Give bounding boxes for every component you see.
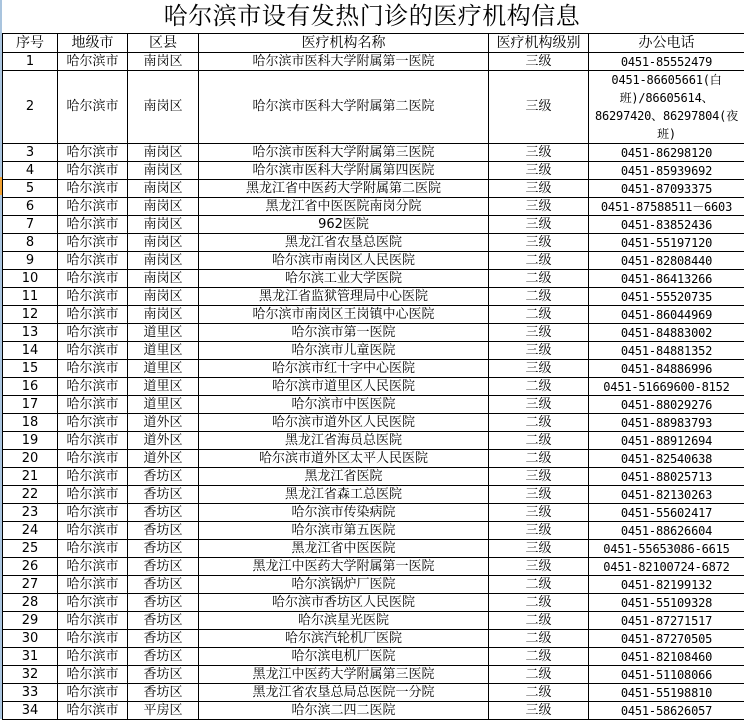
table-row bbox=[3, 270, 744, 288]
cell-no[interactable]: 33 bbox=[3, 684, 58, 702]
cell-city[interactable]: 哈尔滨市 bbox=[58, 360, 128, 378]
header-level[interactable]: 医疗机构级别 bbox=[489, 34, 589, 53]
cell-phone[interactable]: 0451-88029276 bbox=[589, 396, 744, 414]
cell-no[interactable]: 15 bbox=[3, 360, 58, 378]
table-row bbox=[3, 504, 744, 522]
table-row bbox=[3, 53, 744, 71]
cell-name[interactable]: 黑龙江省农垦总医院 bbox=[199, 234, 489, 252]
table-row bbox=[3, 684, 744, 702]
cell-city[interactable]: 哈尔滨市 bbox=[58, 666, 128, 684]
table-row bbox=[3, 468, 744, 486]
cell-city[interactable]: 哈尔滨市 bbox=[58, 540, 128, 558]
cell-district[interactable]: 香坊区 bbox=[128, 504, 199, 522]
cell-no[interactable]: 21 bbox=[3, 468, 58, 486]
cell-district[interactable]: 南岗区 bbox=[128, 216, 199, 234]
cell-city[interactable]: 哈尔滨市 bbox=[58, 450, 128, 468]
table-row bbox=[3, 666, 744, 684]
cell-district[interactable]: 道里区 bbox=[128, 360, 199, 378]
header-phone[interactable]: 办公电话 bbox=[589, 34, 744, 53]
cell-no[interactable]: 10 bbox=[3, 270, 58, 288]
cell-no[interactable]: 27 bbox=[3, 576, 58, 594]
cell-city[interactable]: 哈尔滨市 bbox=[58, 594, 128, 612]
cell-name[interactable]: 哈尔滨市第五医院 bbox=[199, 522, 489, 540]
cell-level[interactable]: 二级 bbox=[489, 378, 589, 396]
cell-no[interactable]: 22 bbox=[3, 486, 58, 504]
cell-district[interactable]: 南岗区 bbox=[128, 71, 199, 144]
cell-level[interactable]: 三级 bbox=[489, 234, 589, 252]
cell-city[interactable]: 哈尔滨市 bbox=[58, 288, 128, 306]
table-row bbox=[3, 594, 744, 612]
cell-no[interactable]: 32 bbox=[3, 666, 58, 684]
table-row bbox=[3, 234, 744, 252]
table-row bbox=[3, 180, 744, 198]
cell-city[interactable]: 哈尔滨市 bbox=[58, 144, 128, 162]
cell-level[interactable]: 二级 bbox=[489, 270, 589, 288]
cell-district[interactable]: 香坊区 bbox=[128, 648, 199, 666]
cell-level[interactable]: 二级 bbox=[489, 594, 589, 612]
cell-phone[interactable]: 0451-82108460 bbox=[589, 648, 744, 666]
cell-name[interactable]: 黑龙江中医药大学附属第三医院 bbox=[199, 666, 489, 684]
sheet-title: 哈尔滨市设有发热门诊的医疗机构信息 bbox=[0, 0, 744, 33]
cell-no[interactable]: 14 bbox=[3, 342, 58, 360]
cell-phone[interactable]: 0451-55602417 bbox=[589, 504, 744, 522]
cell-city[interactable]: 哈尔滨市 bbox=[58, 612, 128, 630]
cell-no[interactable]: 7 bbox=[3, 216, 58, 234]
cell-name[interactable]: 哈尔滨市医科大学附属第二医院 bbox=[199, 71, 489, 144]
table-row bbox=[3, 288, 744, 306]
cell-city[interactable]: 哈尔滨市 bbox=[58, 162, 128, 180]
cell-level[interactable]: 三级 bbox=[489, 702, 589, 720]
cell-name[interactable]: 哈尔滨市中医医院 bbox=[199, 396, 489, 414]
cell-no[interactable]: 20 bbox=[3, 450, 58, 468]
cell-level[interactable]: 三级 bbox=[489, 540, 589, 558]
table-row bbox=[3, 612, 744, 630]
cell-no[interactable]: 2 bbox=[3, 71, 58, 144]
cell-phone[interactable]: 0451-82130263 bbox=[589, 486, 744, 504]
cell-district[interactable]: 香坊区 bbox=[128, 468, 199, 486]
cell-phone[interactable]: 0451-86605661(白班)/86605614、86297420、86297804(夜班) bbox=[589, 71, 744, 144]
cell-name[interactable]: 哈尔滨市医科大学附属第四医院 bbox=[199, 162, 489, 180]
cell-name[interactable]: 哈尔滨市南岗区王岗镇中心医院 bbox=[199, 306, 489, 324]
cell-level[interactable]: 二级 bbox=[489, 576, 589, 594]
cell-city[interactable]: 哈尔滨市 bbox=[58, 684, 128, 702]
cell-no[interactable]: 8 bbox=[3, 234, 58, 252]
cell-level[interactable]: 三级 bbox=[489, 468, 589, 486]
table-row bbox=[3, 576, 744, 594]
cell-phone[interactable]: 0451-82100724-6872 bbox=[589, 558, 744, 576]
cell-phone[interactable]: 0451-82808440 bbox=[589, 252, 744, 270]
cell-no[interactable]: 19 bbox=[3, 432, 58, 450]
header-name[interactable]: 医疗机构名称 bbox=[199, 34, 489, 53]
cell-name[interactable]: 哈尔滨市传染病院 bbox=[199, 504, 489, 522]
cell-name[interactable]: 哈尔滨市南岗区人民医院 bbox=[199, 252, 489, 270]
cell-phone[interactable]: 0451-88912694 bbox=[589, 432, 744, 450]
cell-district[interactable]: 南岗区 bbox=[128, 180, 199, 198]
cell-city[interactable]: 哈尔滨市 bbox=[58, 576, 128, 594]
cell-no[interactable]: 25 bbox=[3, 540, 58, 558]
table-row bbox=[3, 486, 744, 504]
cell-no[interactable]: 3 bbox=[3, 144, 58, 162]
cell-name[interactable]: 哈尔滨二四二医院 bbox=[199, 702, 489, 720]
cell-city[interactable]: 哈尔滨市 bbox=[58, 504, 128, 522]
cell-phone[interactable]: 0451-84881352 bbox=[589, 342, 744, 360]
cell-level[interactable]: 二级 bbox=[489, 252, 589, 270]
cell-city[interactable]: 哈尔滨市 bbox=[58, 522, 128, 540]
cell-district[interactable]: 香坊区 bbox=[128, 576, 199, 594]
cell-no[interactable]: 11 bbox=[3, 288, 58, 306]
cell-no[interactable]: 17 bbox=[3, 396, 58, 414]
cell-district[interactable]: 香坊区 bbox=[128, 630, 199, 648]
cell-district[interactable]: 香坊区 bbox=[128, 594, 199, 612]
cell-district[interactable]: 南岗区 bbox=[128, 198, 199, 216]
cell-level[interactable]: 二级 bbox=[489, 450, 589, 468]
table-row bbox=[3, 414, 744, 432]
cell-district[interactable]: 道里区 bbox=[128, 396, 199, 414]
cell-level[interactable]: 二级 bbox=[489, 432, 589, 450]
cell-city[interactable]: 哈尔滨市 bbox=[58, 468, 128, 486]
cell-no[interactable]: 5 bbox=[3, 180, 58, 198]
cell-level[interactable]: 三级 bbox=[489, 342, 589, 360]
cell-district[interactable]: 南岗区 bbox=[128, 144, 199, 162]
cell-level[interactable]: 二级 bbox=[489, 288, 589, 306]
cell-phone[interactable]: 0451-87270505 bbox=[589, 630, 744, 648]
cell-no[interactable]: 24 bbox=[3, 522, 58, 540]
cell-no[interactable]: 31 bbox=[3, 648, 58, 666]
table-row bbox=[3, 648, 744, 666]
cell-name[interactable]: 黑龙江省海员总医院 bbox=[199, 432, 489, 450]
cell-phone[interactable]: 0451-55653086-6615 bbox=[589, 540, 744, 558]
cell-city[interactable]: 哈尔滨市 bbox=[58, 252, 128, 270]
cell-district[interactable]: 道外区 bbox=[128, 450, 199, 468]
cell-no[interactable]: 16 bbox=[3, 378, 58, 396]
cell-level[interactable]: 三级 bbox=[489, 360, 589, 378]
cell-level[interactable]: 二级 bbox=[489, 630, 589, 648]
cell-phone[interactable]: 0451-83852436 bbox=[589, 216, 744, 234]
table-row bbox=[3, 630, 744, 648]
cell-city[interactable]: 哈尔滨市 bbox=[58, 558, 128, 576]
cell-no[interactable]: 28 bbox=[3, 594, 58, 612]
cell-no[interactable]: 9 bbox=[3, 252, 58, 270]
cell-level[interactable]: 三级 bbox=[489, 144, 589, 162]
table-row bbox=[3, 702, 744, 720]
cell-district[interactable]: 香坊区 bbox=[128, 684, 199, 702]
cell-phone[interactable]: 0451-84883002 bbox=[589, 324, 744, 342]
cell-district[interactable]: 道里区 bbox=[128, 378, 199, 396]
cell-name[interactable]: 黑龙江中医药大学附属第一医院 bbox=[199, 558, 489, 576]
cell-no[interactable]: 1 bbox=[3, 53, 58, 71]
cell-district[interactable]: 香坊区 bbox=[128, 540, 199, 558]
cell-name[interactable]: 哈尔滨市香坊区人民医院 bbox=[199, 594, 489, 612]
cell-name[interactable]: 哈尔滨工业大学医院 bbox=[199, 270, 489, 288]
cell-name[interactable]: 黑龙江省中医医院 bbox=[199, 540, 489, 558]
table-row bbox=[3, 360, 744, 378]
table-row bbox=[3, 432, 744, 450]
cell-name[interactable]: 黑龙江省农垦总局总医院一分院 bbox=[199, 684, 489, 702]
cell-phone[interactable]: 0451-58626057 bbox=[589, 702, 744, 720]
cell-phone[interactable]: 0451-55109328 bbox=[589, 594, 744, 612]
cell-district[interactable]: 香坊区 bbox=[128, 666, 199, 684]
cell-phone[interactable]: 0451-87093375 bbox=[589, 180, 744, 198]
cell-phone[interactable]: 0451-82199132 bbox=[589, 576, 744, 594]
cell-no[interactable]: 18 bbox=[3, 414, 58, 432]
cell-no[interactable]: 30 bbox=[3, 630, 58, 648]
cell-name[interactable]: 哈尔滨汽轮机厂医院 bbox=[199, 630, 489, 648]
cell-no[interactable]: 12 bbox=[3, 306, 58, 324]
cell-level[interactable]: 三级 bbox=[489, 180, 589, 198]
table-row bbox=[3, 198, 744, 216]
cell-no[interactable]: 4 bbox=[3, 162, 58, 180]
cell-district[interactable]: 南岗区 bbox=[128, 288, 199, 306]
cell-name[interactable]: 黑龙江省森工总医院 bbox=[199, 486, 489, 504]
header-row bbox=[3, 34, 744, 53]
cell-name[interactable]: 哈尔滨市红十字中心医院 bbox=[199, 360, 489, 378]
table-row bbox=[3, 396, 744, 414]
cell-level[interactable]: 三级 bbox=[489, 53, 589, 71]
cell-no[interactable]: 34 bbox=[3, 702, 58, 720]
cell-city[interactable]: 哈尔滨市 bbox=[58, 216, 128, 234]
cell-district[interactable]: 道里区 bbox=[128, 324, 199, 342]
cell-district[interactable]: 南岗区 bbox=[128, 252, 199, 270]
cell-district[interactable]: 平房区 bbox=[128, 702, 199, 720]
cell-city[interactable]: 哈尔滨市 bbox=[58, 414, 128, 432]
cell-no[interactable]: 23 bbox=[3, 504, 58, 522]
cell-phone[interactable]: 0451-51669600-8152 bbox=[589, 378, 744, 396]
cell-name[interactable]: 哈尔滨市儿童医院 bbox=[199, 342, 489, 360]
cell-district[interactable]: 香坊区 bbox=[128, 522, 199, 540]
cell-city[interactable]: 哈尔滨市 bbox=[58, 71, 128, 144]
cell-level[interactable]: 三级 bbox=[489, 71, 589, 144]
cell-district[interactable]: 香坊区 bbox=[128, 558, 199, 576]
table-row bbox=[3, 162, 744, 180]
cell-city[interactable]: 哈尔滨市 bbox=[58, 342, 128, 360]
cell-name[interactable]: 哈尔滨市道外区人民医院 bbox=[199, 414, 489, 432]
cell-district[interactable]: 香坊区 bbox=[128, 486, 199, 504]
table-row bbox=[3, 558, 744, 576]
table-row bbox=[3, 540, 744, 558]
cell-level[interactable]: 三级 bbox=[489, 216, 589, 234]
cell-city[interactable]: 哈尔滨市 bbox=[58, 270, 128, 288]
cell-phone[interactable]: 0451-55198810 bbox=[589, 684, 744, 702]
cell-city[interactable]: 哈尔滨市 bbox=[58, 324, 128, 342]
cell-phone[interactable]: 0451-55197120 bbox=[589, 234, 744, 252]
cell-level[interactable]: 三级 bbox=[489, 558, 589, 576]
cell-name[interactable]: 黑龙江省监狱管理局中心医院 bbox=[199, 288, 489, 306]
cell-phone[interactable]: 0451-86413266 bbox=[589, 270, 744, 288]
cell-level[interactable]: 三级 bbox=[489, 396, 589, 414]
cell-phone[interactable]: 0451-87271517 bbox=[589, 612, 744, 630]
table-row bbox=[3, 450, 744, 468]
table-row bbox=[3, 144, 744, 162]
hospital-table bbox=[2, 33, 744, 720]
cell-level[interactable]: 三级 bbox=[489, 522, 589, 540]
table-body bbox=[3, 53, 744, 720]
table-row bbox=[3, 306, 744, 324]
cell-name[interactable]: 哈尔滨锅炉厂医院 bbox=[199, 576, 489, 594]
cell-level[interactable]: 二级 bbox=[489, 612, 589, 630]
cell-phone[interactable]: 0451-85939692 bbox=[589, 162, 744, 180]
cell-name[interactable]: 哈尔滨市道外区太平人民医院 bbox=[199, 450, 489, 468]
cell-city[interactable]: 哈尔滨市 bbox=[58, 180, 128, 198]
cell-phone[interactable]: 0451-51108066 bbox=[589, 666, 744, 684]
cell-city[interactable]: 哈尔滨市 bbox=[58, 378, 128, 396]
cell-city[interactable]: 哈尔滨市 bbox=[58, 234, 128, 252]
cell-phone[interactable]: 0451-55520735 bbox=[589, 288, 744, 306]
table-row bbox=[3, 378, 744, 396]
cell-level[interactable]: 二级 bbox=[489, 414, 589, 432]
table-row bbox=[3, 522, 744, 540]
cell-district[interactable]: 道外区 bbox=[128, 414, 199, 432]
cell-name[interactable]: 962医院 bbox=[199, 216, 489, 234]
cell-district[interactable]: 南岗区 bbox=[128, 53, 199, 71]
cell-name[interactable]: 哈尔滨市医科大学附属第三医院 bbox=[199, 144, 489, 162]
cell-phone[interactable]: 0451-88626604 bbox=[589, 522, 744, 540]
cell-city[interactable]: 哈尔滨市 bbox=[58, 198, 128, 216]
cell-city[interactable]: 哈尔滨市 bbox=[58, 648, 128, 666]
table-row bbox=[3, 342, 744, 360]
cell-name[interactable]: 黑龙江省医院 bbox=[199, 468, 489, 486]
cell-city[interactable]: 哈尔滨市 bbox=[58, 396, 128, 414]
header-no[interactable]: 序号 bbox=[3, 34, 58, 53]
cell-district[interactable]: 道里区 bbox=[128, 342, 199, 360]
cell-city[interactable]: 哈尔滨市 bbox=[58, 432, 128, 450]
cell-district[interactable]: 南岗区 bbox=[128, 306, 199, 324]
table-row bbox=[3, 252, 744, 270]
cell-level[interactable]: 三级 bbox=[489, 162, 589, 180]
cell-district[interactable]: 南岗区 bbox=[128, 234, 199, 252]
cell-district[interactable]: 道外区 bbox=[128, 432, 199, 450]
cell-level[interactable]: 二级 bbox=[489, 648, 589, 666]
cell-district[interactable]: 南岗区 bbox=[128, 162, 199, 180]
cell-level[interactable]: 二级 bbox=[489, 684, 589, 702]
cell-phone[interactable]: 0451-82540638 bbox=[589, 450, 744, 468]
cell-level[interactable]: 二级 bbox=[489, 306, 589, 324]
cell-name[interactable]: 黑龙江省中医医院南岗分院 bbox=[199, 198, 489, 216]
cell-city[interactable]: 哈尔滨市 bbox=[58, 702, 128, 720]
cell-name[interactable]: 哈尔滨电机厂医院 bbox=[199, 648, 489, 666]
table-row bbox=[3, 216, 744, 234]
cell-phone[interactable]: 0451-88983793 bbox=[589, 414, 744, 432]
cell-city[interactable]: 哈尔滨市 bbox=[58, 53, 128, 71]
cell-level[interactable]: 三级 bbox=[489, 324, 589, 342]
header-city[interactable]: 地级市 bbox=[58, 34, 128, 53]
cell-district[interactable]: 香坊区 bbox=[128, 612, 199, 630]
cell-district[interactable]: 南岗区 bbox=[128, 270, 199, 288]
cell-level[interactable]: 三级 bbox=[489, 504, 589, 522]
cell-phone[interactable]: 0451-88025713 bbox=[589, 468, 744, 486]
cell-name[interactable]: 黑龙江省中医药大学附属第二医院 bbox=[199, 180, 489, 198]
cell-no[interactable]: 26 bbox=[3, 558, 58, 576]
cell-name[interactable]: 哈尔滨市道里区人民医院 bbox=[199, 378, 489, 396]
cell-phone[interactable]: 0451-86044969 bbox=[589, 306, 744, 324]
cell-phone[interactable]: 0451-85552479 bbox=[589, 53, 744, 71]
table-row bbox=[3, 324, 744, 342]
cell-no[interactable]: 13 bbox=[3, 324, 58, 342]
cell-no[interactable]: 29 bbox=[3, 612, 58, 630]
cell-city[interactable]: 哈尔滨市 bbox=[58, 486, 128, 504]
cell-name[interactable]: 哈尔滨星光医院 bbox=[199, 612, 489, 630]
cell-level[interactable]: 三级 bbox=[489, 486, 589, 504]
cell-name[interactable]: 哈尔滨市医科大学附属第一医院 bbox=[199, 53, 489, 71]
cell-phone[interactable]: 0451-84886996 bbox=[589, 360, 744, 378]
cell-phone[interactable]: 0451-86298120 bbox=[589, 144, 744, 162]
cell-city[interactable]: 哈尔滨市 bbox=[58, 630, 128, 648]
table-row bbox=[3, 71, 744, 144]
header-district[interactable]: 区县 bbox=[128, 34, 199, 53]
cell-level[interactable]: 三级 bbox=[489, 198, 589, 216]
cell-no[interactable]: 6 bbox=[3, 198, 58, 216]
cell-city[interactable]: 哈尔滨市 bbox=[58, 306, 128, 324]
cell-name[interactable]: 哈尔滨市第一医院 bbox=[199, 324, 489, 342]
cell-phone[interactable]: 0451-87588511－6603 bbox=[589, 198, 744, 216]
cell-level[interactable]: 二级 bbox=[489, 666, 589, 684]
